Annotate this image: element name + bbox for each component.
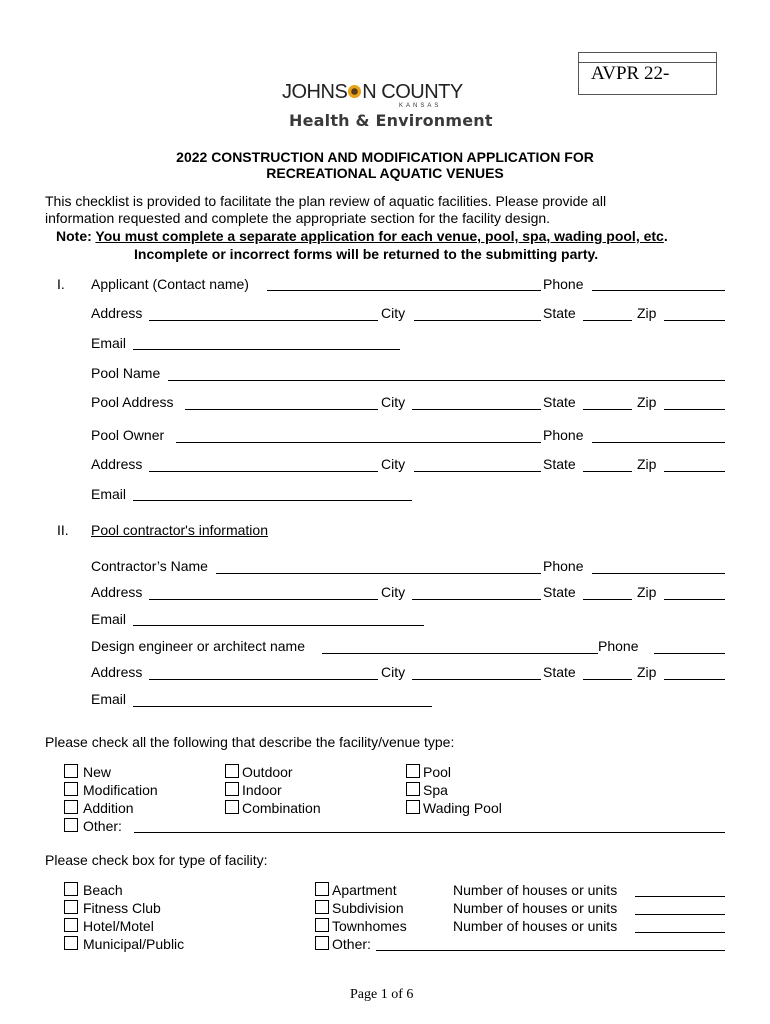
checkbox-pool[interactable] [406, 764, 420, 778]
sunflower-logo-icon [347, 82, 362, 97]
applicant-address-field[interactable] [149, 320, 378, 321]
owner-state-field[interactable] [583, 471, 632, 472]
form-code: AVPR 22- [591, 63, 670, 84]
org-department: Health & Environment [289, 111, 493, 130]
checkbox-municipal-public[interactable] [64, 936, 78, 950]
pool-zip-label: Zip [637, 394, 657, 410]
contractor-email-label: Email [91, 611, 127, 627]
form-title-line1: 2022 CONSTRUCTION AND MODIFICATION APPLICATION FOR [176, 149, 594, 165]
engineer-zip-field[interactable] [664, 679, 725, 680]
applicant-address-label: Address [91, 305, 143, 321]
pool-address-label: Pool Address [91, 394, 174, 410]
facility-other-field[interactable] [376, 950, 725, 951]
owner-zip-field[interactable] [664, 471, 725, 472]
section1-numeral: I. [57, 276, 65, 292]
venue-type-prompt: Please check all the following that describe the facility/venue type: [45, 734, 455, 750]
pool-state-field[interactable] [583, 409, 632, 410]
checkbox-townhomes[interactable] [315, 918, 329, 932]
checkbox-new[interactable] [64, 764, 78, 778]
checkbox-modification[interactable] [64, 782, 78, 796]
owner-phone-label: Phone [543, 427, 584, 443]
contractor-address-label: Address [91, 584, 143, 600]
org-name-left: JOHNS [282, 81, 348, 103]
owner-email-label: Email [91, 486, 127, 502]
label-venue-other: Other: [83, 818, 122, 834]
form-code-box [578, 52, 717, 95]
applicant-label: Applicant (Contact name) [91, 276, 249, 292]
label-pool: Pool [423, 764, 452, 780]
label-municipal-public: Municipal/Public [83, 936, 185, 952]
facility-type-prompt: Please check box for type of facility: [45, 852, 268, 868]
org-name-right: N COUNTY [362, 81, 463, 103]
checkbox-outdoor[interactable] [225, 764, 239, 778]
checkbox-hotel-motel[interactable] [64, 918, 78, 932]
applicant-city-field[interactable] [414, 320, 541, 321]
contractor-email-field[interactable] [133, 625, 424, 626]
applicant-phone-field[interactable] [592, 290, 725, 291]
subdivision-units-label: Number of houses or units [453, 900, 618, 916]
engineer-name-field[interactable] [322, 653, 598, 654]
pool-name-label: Pool Name [91, 365, 161, 381]
note-label: Note: [56, 228, 96, 244]
contractor-name-field[interactable] [216, 573, 541, 574]
owner-city-field[interactable] [414, 471, 541, 472]
checkbox-addition[interactable] [64, 800, 78, 814]
label-townhomes: Townhomes [332, 918, 407, 934]
label-wading-pool: Wading Pool [423, 800, 502, 816]
intro-line2: information requested and complete the appropriate section for the facility design. [45, 210, 551, 226]
label-facility-other: Other: [332, 936, 371, 952]
label-beach: Beach [83, 882, 123, 898]
contractor-city-label: City [381, 584, 406, 600]
engineer-city-label: City [381, 664, 406, 680]
page-number: Page 1 of 6 [350, 987, 414, 1002]
venue-other-field[interactable] [134, 832, 725, 833]
applicant-email-label: Email [91, 335, 127, 351]
checkbox-apartment[interactable] [315, 882, 329, 896]
engineer-state-field[interactable] [583, 679, 632, 680]
label-spa: Spa [423, 782, 448, 798]
label-indoor: Indoor [242, 782, 282, 798]
pool-city-field[interactable] [412, 409, 541, 410]
label-hotel-motel: Hotel/Motel [83, 918, 154, 934]
pool-owner-field[interactable] [176, 442, 541, 443]
label-combination: Combination [242, 800, 321, 816]
section2-numeral: II. [57, 522, 69, 538]
townhomes-units-field[interactable] [635, 932, 725, 933]
section2-heading: Pool contractor's information [91, 522, 268, 538]
applicant-state-field[interactable] [583, 320, 632, 321]
applicant-field[interactable] [267, 290, 541, 291]
label-subdivision: Subdivision [332, 900, 404, 916]
applicant-state-label: State [543, 305, 576, 321]
owner-email-field[interactable] [133, 500, 412, 501]
checkbox-subdivision[interactable] [315, 900, 329, 914]
apartment-units-field[interactable] [635, 896, 725, 897]
label-fitness-club: Fitness Club [83, 900, 161, 916]
contractor-address-field[interactable] [149, 599, 378, 600]
checkbox-combination[interactable] [225, 800, 239, 814]
engineer-email-field[interactable] [133, 706, 432, 707]
checkbox-wading-pool[interactable] [406, 800, 420, 814]
label-outdoor: Outdoor [242, 764, 293, 780]
applicant-zip-label: Zip [637, 305, 657, 321]
contractor-state-field[interactable] [583, 599, 632, 600]
applicant-zip-field[interactable] [664, 320, 725, 321]
contractor-name-label: Contractor’s Name [91, 558, 208, 574]
applicant-city-label: City [381, 305, 406, 321]
subdivision-units-field[interactable] [635, 914, 725, 915]
form-title-line2: RECREATIONAL AQUATIC VENUES [266, 165, 504, 181]
owner-address-label: Address [91, 456, 143, 472]
owner-zip-label: Zip [637, 456, 657, 472]
owner-city-label: City [381, 456, 406, 472]
contractor-zip-field[interactable] [664, 599, 725, 600]
label-modification: Modification [83, 782, 158, 798]
pool-state-label: State [543, 394, 576, 410]
checkbox-facility-other[interactable] [315, 936, 329, 950]
pool-city-label: City [381, 394, 406, 410]
engineer-name-label: Design engineer or architect name [91, 638, 306, 654]
pool-name-field[interactable] [168, 380, 725, 381]
engineer-zip-label: Zip [637, 664, 657, 680]
note-text: You must complete a separate application for each venue, pool, spa, wading pool, etc [95, 228, 664, 244]
contractor-state-label: State [543, 584, 576, 600]
owner-state-label: State [543, 456, 576, 472]
owner-address-field[interactable] [149, 471, 378, 472]
checkbox-beach[interactable] [64, 882, 78, 896]
contractor-zip-label: Zip [637, 584, 657, 600]
contractor-city-field[interactable] [412, 599, 541, 600]
engineer-city-field[interactable] [412, 679, 541, 680]
pool-zip-field[interactable] [664, 409, 725, 410]
contractor-phone-label: Phone [543, 558, 584, 574]
pool-owner-label: Pool Owner [91, 427, 165, 443]
engineer-email-label: Email [91, 691, 127, 707]
intro-note [56, 228, 668, 244]
applicant-email-field[interactable] [133, 349, 400, 350]
label-addition: Addition [83, 800, 134, 816]
label-apartment: Apartment [332, 882, 397, 898]
org-logo [282, 81, 463, 104]
engineer-phone-field[interactable] [654, 653, 725, 654]
checkbox-fitness-club[interactable] [64, 900, 78, 914]
contractor-phone-field[interactable] [592, 573, 725, 574]
checkbox-venue-other[interactable] [64, 818, 78, 832]
applicant-phone-label: Phone [543, 276, 584, 292]
checkbox-indoor[interactable] [225, 782, 239, 796]
intro-warning: Incomplete or incorrect forms will be returned to the submitting party. [134, 246, 599, 262]
pool-address-field[interactable] [185, 409, 378, 410]
intro-line1: This checklist is provided to facilitate the plan review of aquatic facilities. Please provide all [45, 193, 607, 209]
engineer-phone-label: Phone [598, 638, 639, 654]
engineer-address-label: Address [91, 664, 143, 680]
apartment-units-label: Number of houses or units [453, 882, 618, 898]
label-new: New [83, 764, 112, 780]
engineer-state-label: State [543, 664, 576, 680]
owner-phone-field[interactable] [592, 442, 725, 443]
org-state: KANSAS [399, 103, 442, 109]
checkbox-spa[interactable] [406, 782, 420, 796]
note-end: . [663, 228, 668, 244]
townhomes-units-label: Number of houses or units [453, 918, 618, 934]
engineer-address-field[interactable] [149, 679, 378, 680]
